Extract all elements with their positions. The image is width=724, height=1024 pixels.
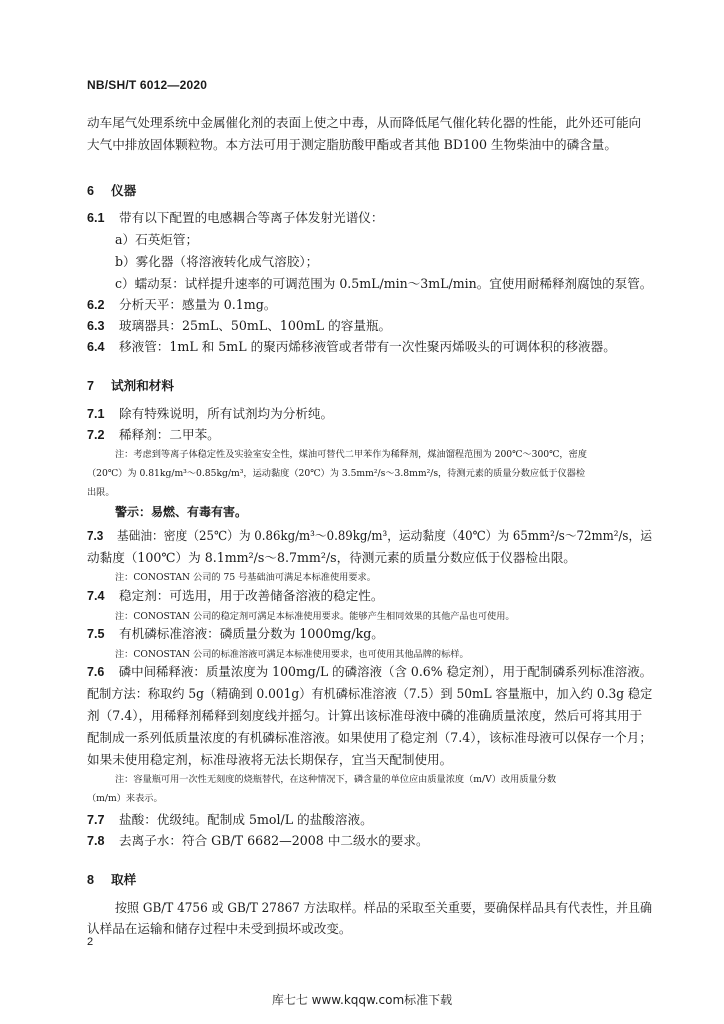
note-7-4: 注：CONOSTAN 公司的稳定剂可满足本标准使用要求。能够产生相同效果的其他产品也可使用。: [115, 611, 515, 622]
section-8-line-1: 按照 GB/T 4756 或 GB/T 27867 方法取样。样品的采取至关重要，要确保样品具有代表性，并且确: [115, 900, 653, 915]
clause-7-6-line-4: 配制成一系列低质量浓度的有机磷标准溶液。如果使用了稳定剂（7.4），该标准母液可以保存一个月；: [87, 730, 652, 745]
section-number: 6: [87, 184, 95, 198]
clause-6-1-a: a）石英炬管；: [115, 232, 199, 247]
clause-6-3: 6.3 玻璃器具：25mL、50mL、100mL 的容量瓶。: [87, 318, 392, 333]
intro-line-1: 动车尾气处理系统中金属催化剂的表面上使之中毒，从而降低尾气催化转化器的性能，此外还可能向: [87, 115, 642, 130]
page-number: 2: [87, 936, 94, 948]
section-8-line-2: 认样品在运输和储存过程中未受到损坏或改变。: [87, 921, 352, 936]
clause-7-4: 7.4 稳定剂：可选用，用于改善储备溶液的稳定性。: [87, 588, 384, 603]
footer-watermark[interactable]: 库七七 www.kqqw.com标准下载: [271, 993, 453, 1007]
section-7-heading: [87, 375, 174, 394]
note-7-3: 注：CONOSTAN 公司的 75 号基础油可满足本标准使用要求。: [115, 572, 376, 583]
note-7-6-line-1: 注：容量瓶可用一次性无刻度的烧瓶替代，在这种情况下，磷含量的单位应由质量浓度（m/V）改用质量分数: [115, 774, 557, 785]
clause-6-1: 6.1 带有以下配置的电感耦合等离子体发射光谱仪：: [87, 210, 384, 225]
clause-7-3-line-1: 7.3 基础油：密度（25℃）为 0.86kg/m³～0.89kg/m³，运动黏度（40℃）为 65mm²/s～72mm²/s，运: [87, 528, 652, 543]
intro-line-2: 大气中排放固体颗粒物。本方法可用于测定脂肪酸甲酯或者其他 BD100 生物柴油中的磷含量。: [87, 137, 617, 152]
note-7-2-line-3: 出限。: [87, 487, 115, 498]
clause-7-6-line-5: 如果未使用稳定剂，标准母液将无法长期保存，宜当天配制使用。: [87, 752, 453, 767]
clause-7-2: 7.2 稀释剂：二甲苯。: [87, 427, 220, 442]
clause-7-6-line-1: 7.6 磷中间稀释液：质量浓度为 100mg/L 的磷溶液（含 0.6% 稳定剂），用于配制磷系列标准溶液。: [87, 664, 653, 679]
note-7-2-line-1: 注：考虑到等离子体稳定性及实验室安全性，煤油可替代二甲苯作为稀释剂，煤油馏程范围为 200℃～300℃，密度: [115, 449, 587, 460]
clause-7-6-line-2: 配制方法：称取约 5g（精确到 0.001g）有机磷标准溶液（7.5）到 50mL 容量瓶中，加入约 0.3g 稳定: [87, 686, 653, 701]
section-title: 试剂和材料: [111, 378, 174, 393]
section-title: 仪器: [111, 183, 137, 198]
clause-6-4: 6.4 移液管：1mL 和 5mL 的聚丙烯移液管或者带有一次性聚丙烯吸头的可调体积的移液器。: [87, 339, 616, 354]
warning-text: 警示：易燃、有毒有害。: [115, 505, 248, 519]
note-7-6-line-2: （m/m）来表示。: [87, 793, 163, 804]
clause-7-5: 7.5 有机磷标准溶液：磷质量分数为 1000mg/kg。: [87, 626, 384, 641]
clause-6-2: 6.2 分析天平：感量为 0.1mg。: [87, 297, 277, 312]
note-7-5: 注：CONOSTAN 公司的标准溶液可满足本标准使用要求，也可使用其他品牌的标样。: [115, 649, 469, 660]
clause-7-1: 7.1 除有特殊说明，所有试剂均为分析纯。: [87, 406, 334, 421]
note-7-2-line-2: （20℃）为 0.81kg/m³～0.85kg/m³，运动黏度（20℃）为 3.5mm²/s～3.8mm²/s，待测元素的质量分数应低于仪器检: [87, 468, 586, 479]
section-number: 8: [87, 873, 95, 887]
clause-7-8: 7.8 去离子水：符合 GB/T 6682—2008 中二级水的要求。: [87, 833, 429, 848]
clause-7-3-line-2: 动黏度（100℃）为 8.1mm²/s～8.7mm²/s，待测元素的质量分数应低于仪器检出限。: [87, 550, 576, 565]
clause-6-1-c: c）蠕动泵：试样提升速率的可调范围为 0.5mL/min～3mL/min。宜使用耐稀释剂腐蚀的泵管。: [115, 276, 653, 291]
standard-code: NB/SH/T 6012—2020: [87, 78, 208, 92]
section-title: 取样: [111, 872, 137, 887]
section-8-heading: [87, 869, 136, 888]
clause-6-1-b: b）雾化器（将溶液转化成气溶胶）；: [115, 254, 319, 269]
clause-7-6-line-3: 剂（7.4），用稀释剂稀释到刻度线并摇匀。计算出该标准母液中磷的准确质量浓度，然后可将其用于: [87, 708, 643, 723]
clause-7-7: 7.7 盐酸：优级纯。配制成 5mol/L 的盐酸溶液。: [87, 812, 373, 827]
section-number: 7: [87, 379, 95, 393]
section-6-heading: [87, 180, 136, 199]
